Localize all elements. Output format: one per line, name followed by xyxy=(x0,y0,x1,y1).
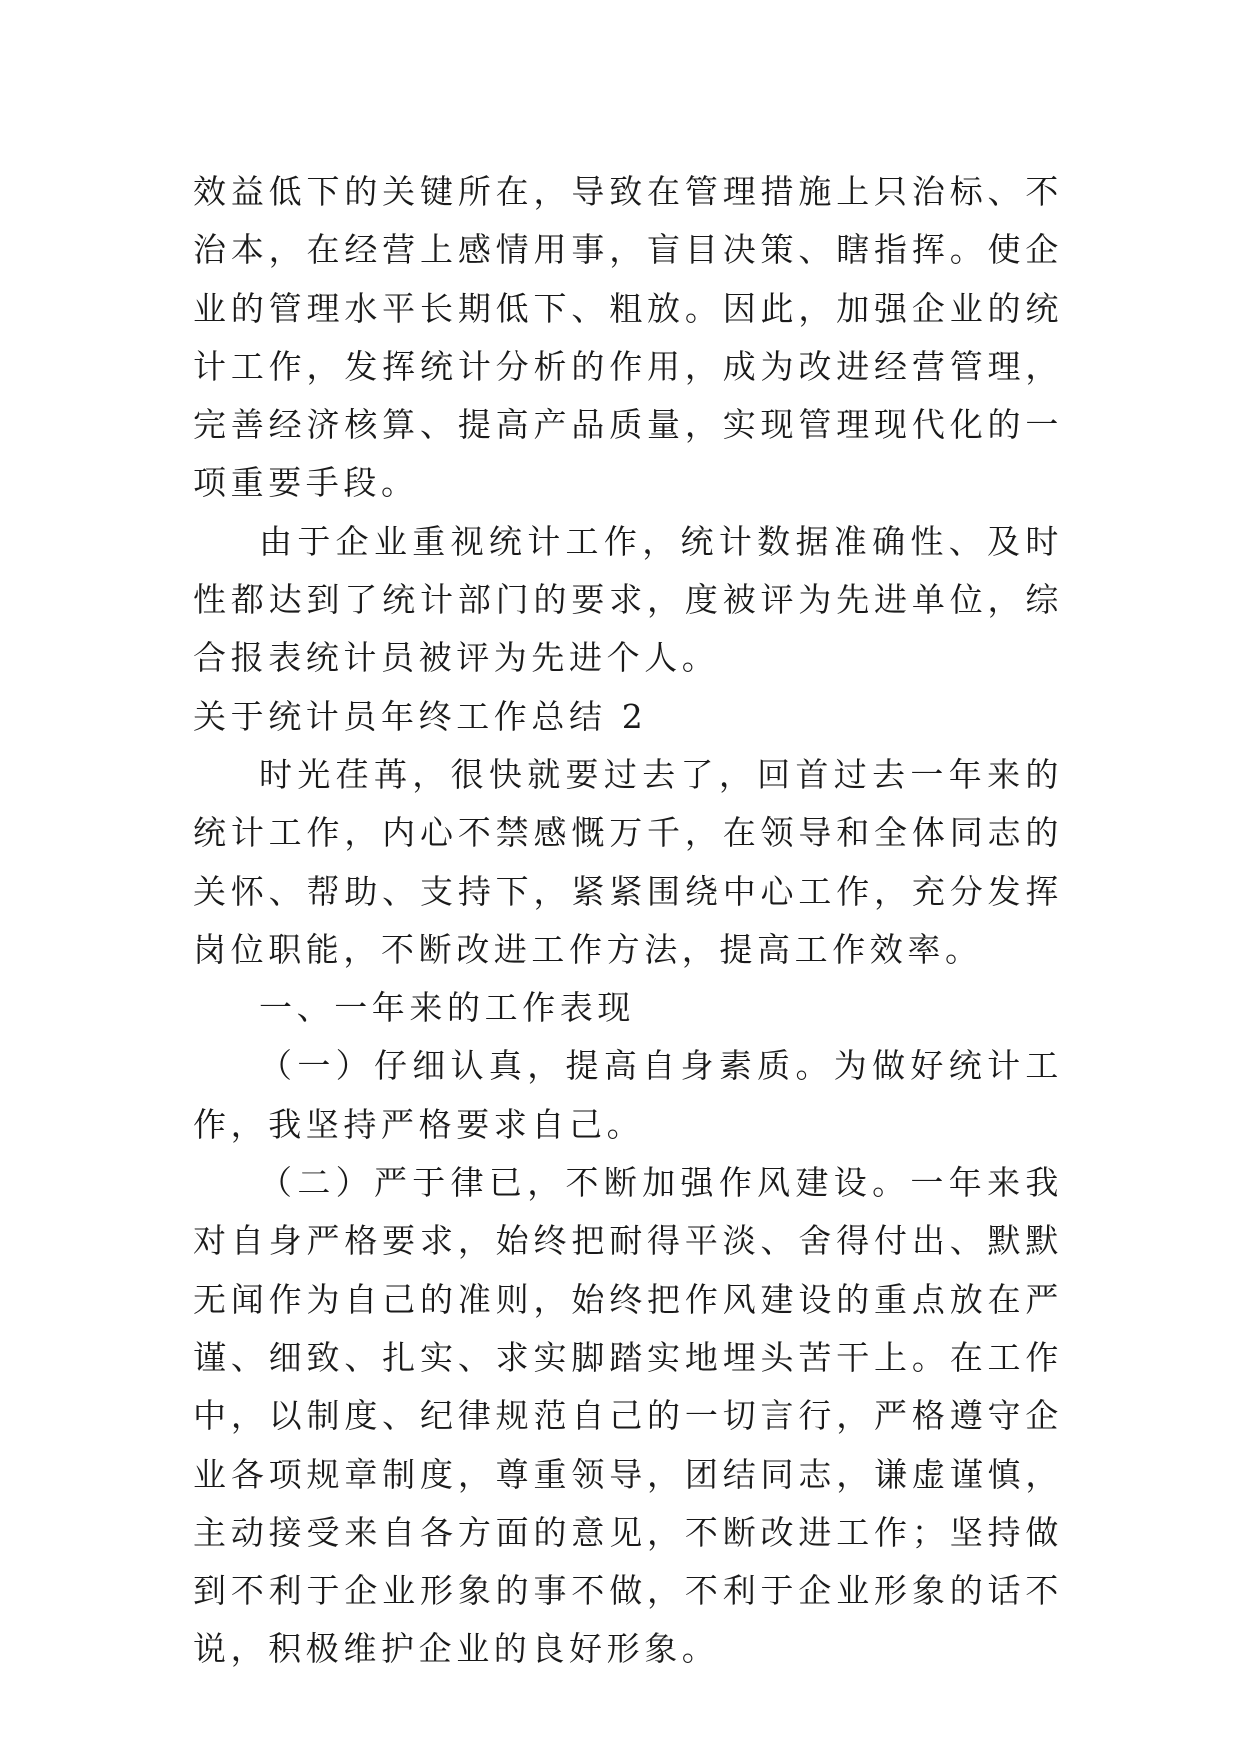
paragraph: 时光荏苒，很快就要过去了，回首过去一年来的统计工作，内心不禁感慨万千，在领导和全体同志的关怀、帮助、支持下，紧紧围绕中心工作，充分发挥岗位职能，不断改进工作方法，提高工作效率。 xyxy=(193,754,1063,969)
section-heading: 关于统计员年终工作总结 2 xyxy=(193,696,648,736)
paragraph: 由于企业重视统计工作，统计数据准确性、及时性都达到了统计部门的要求，度被评为先进单位，综合报表统计员被评为先进个人。 xyxy=(193,521,1063,678)
subsection-heading: 一、一年来的工作表现 xyxy=(259,988,635,1028)
paragraph: （二）严于律已，不断加强作风建设。一年来我对自身严格要求，始终把耐得平淡、舍得付出、默默无闻作为自己的准则，始终把作风建设的重点放在严谨、细致、扎实、求实脚踏实地埋头苦干上。在工作中，以制度、纪律规范自己的一切言行，严格遵守企业各项规章制度，尊重领导，团结同志，谦虚谨慎，主动接受来自各方面的意见，不断改进工作；坚持做到不利于企业形象的事不做，不利于企业形象的话不说，积极维护企业的良好形象。 xyxy=(193,1163,1063,1669)
document-body xyxy=(193,163,1063,1679)
paragraph: （一）仔细认真，提高自身素质。为做好统计工作，我坚持严格要求自己。 xyxy=(193,1046,1063,1144)
paragraph: 效益低下的关键所在，导致在管理措施上只治标、不治本，在经营上感情用事，盲目决策、瞎指挥。使企业的管理水平长期低下、粗放。因此，加强企业的统计工作，发挥统计分析的作用，成为改进经营管理，完善经济核算、提高产品质量，实现管理现代化的一项重要手段。 xyxy=(193,172,1063,503)
